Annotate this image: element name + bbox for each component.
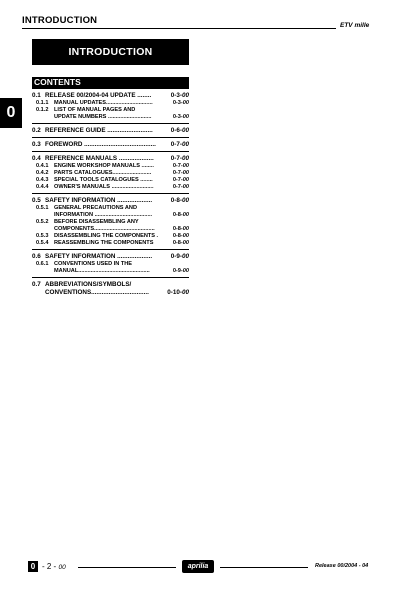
footer-release: Release 00/2004 - 04 <box>315 563 369 569</box>
toc-entry-0-4[interactable]: 0.4 REFERENCE MANUALS .................... 0-7-00 <box>32 155 189 162</box>
toc-entry-0-7-cont: CONVENTIONS................................. 0-10-00 <box>45 289 189 296</box>
header-rule <box>22 28 336 29</box>
toc-divider <box>32 277 189 278</box>
toc-entry-0-7[interactable]: 0.7 ABBREVIATIONS/SYMBOLS/ <box>32 281 132 288</box>
table-of-contents <box>32 92 189 297</box>
toc-entry-0-4-2[interactable]: 0.4.2 PARTS CATALOGUES......................... 0-7-00 <box>36 170 189 176</box>
toc-entry-0-5-2[interactable]: 0.5.2 BEFORE DISASSEMBLING ANY <box>36 219 139 225</box>
toc-entry-0-2[interactable]: 0.2 REFERENCE GUIDE .......................... 0-6-00 <box>32 127 189 134</box>
header-title: INTRODUCTION <box>22 15 98 26</box>
footer-rule-left <box>78 567 176 568</box>
toc-entry-0-5-2-cont: COMPONENTS....................................... 0-8-00 <box>54 226 189 232</box>
toc-entry-0-5-1[interactable]: 0.5.1 GENERAL PRECAUTIONS AND <box>36 205 137 211</box>
toc-entry-0-3[interactable]: 0.3 FOREWORD ......................................... 0-7-00 <box>32 141 189 148</box>
toc-entry-0-4-3[interactable]: 0.4.3 SPECIAL TOOLS CATALOGUES ........ 0-7-00 <box>36 177 189 183</box>
footer-rule-right <box>220 567 308 568</box>
toc-entry-0-6[interactable]: 0.6 SAFETY INFORMATION .................... 0-9-00 <box>32 253 189 260</box>
footer-page-number: - 2 - 00 <box>42 562 66 571</box>
toc-entry-0-5[interactable]: 0.5 SAFETY INFORMATION .................... 0-8-00 <box>32 197 189 204</box>
contents-heading: CONTENTS <box>32 77 189 88</box>
toc-divider <box>32 151 189 152</box>
toc-entry-0-4-1[interactable]: 0.4.1 ENGINE WORKSHOP MANUALS ........ 0-7-00 <box>36 163 189 169</box>
toc-entry-0-6-1[interactable]: 0.6.1 CONVENTIONS USED IN THE <box>36 261 133 267</box>
footer-section-box: 0 <box>28 561 38 572</box>
contents-rule <box>32 88 189 89</box>
header-model: ETV mille <box>340 22 370 29</box>
toc-entry-0-1-2[interactable]: 0.1.2 LIST OF MANUAL PAGES AND <box>36 107 136 113</box>
toc-divider <box>32 249 189 250</box>
section-tab: 0 <box>0 98 22 128</box>
toc-divider <box>32 137 189 138</box>
aprilia-logo: aprilia <box>182 560 214 573</box>
page-title: INTRODUCTION <box>32 39 189 65</box>
toc-entry-0-5-4[interactable]: 0.5.4 REASSEMBLING THE COMPONENTS 0-8-00 <box>36 240 189 246</box>
toc-entry-0-1-2-cont: UPDATE NUMBERS ............................ 0-3-00 <box>54 114 189 120</box>
toc-divider <box>32 123 189 124</box>
toc-entry-0-4-4[interactable]: 0.4.4 OWNER'S MANUALS ........................... 0-7-00 <box>36 184 189 190</box>
toc-entry-0-5-1-cont: INFORMATION ..................................... 0-8-00 <box>54 212 189 218</box>
toc-entry-0-1[interactable]: 0.1 RELEASE 00/2004-04 UPDATE ........ 0-3-00 <box>32 92 189 99</box>
toc-entry-0-5-3[interactable]: 0.5.3 DISASSEMBLING THE COMPONENTS . 0-8-00 <box>36 233 189 239</box>
toc-entry-0-1-1[interactable]: 0.1.1 MANUAL UPDATES.............................. 0-3-00 <box>36 100 189 106</box>
toc-divider <box>32 193 189 194</box>
toc-entry-0-6-1-cont: MANUAL.............................................. 0-9-00 <box>54 268 189 274</box>
